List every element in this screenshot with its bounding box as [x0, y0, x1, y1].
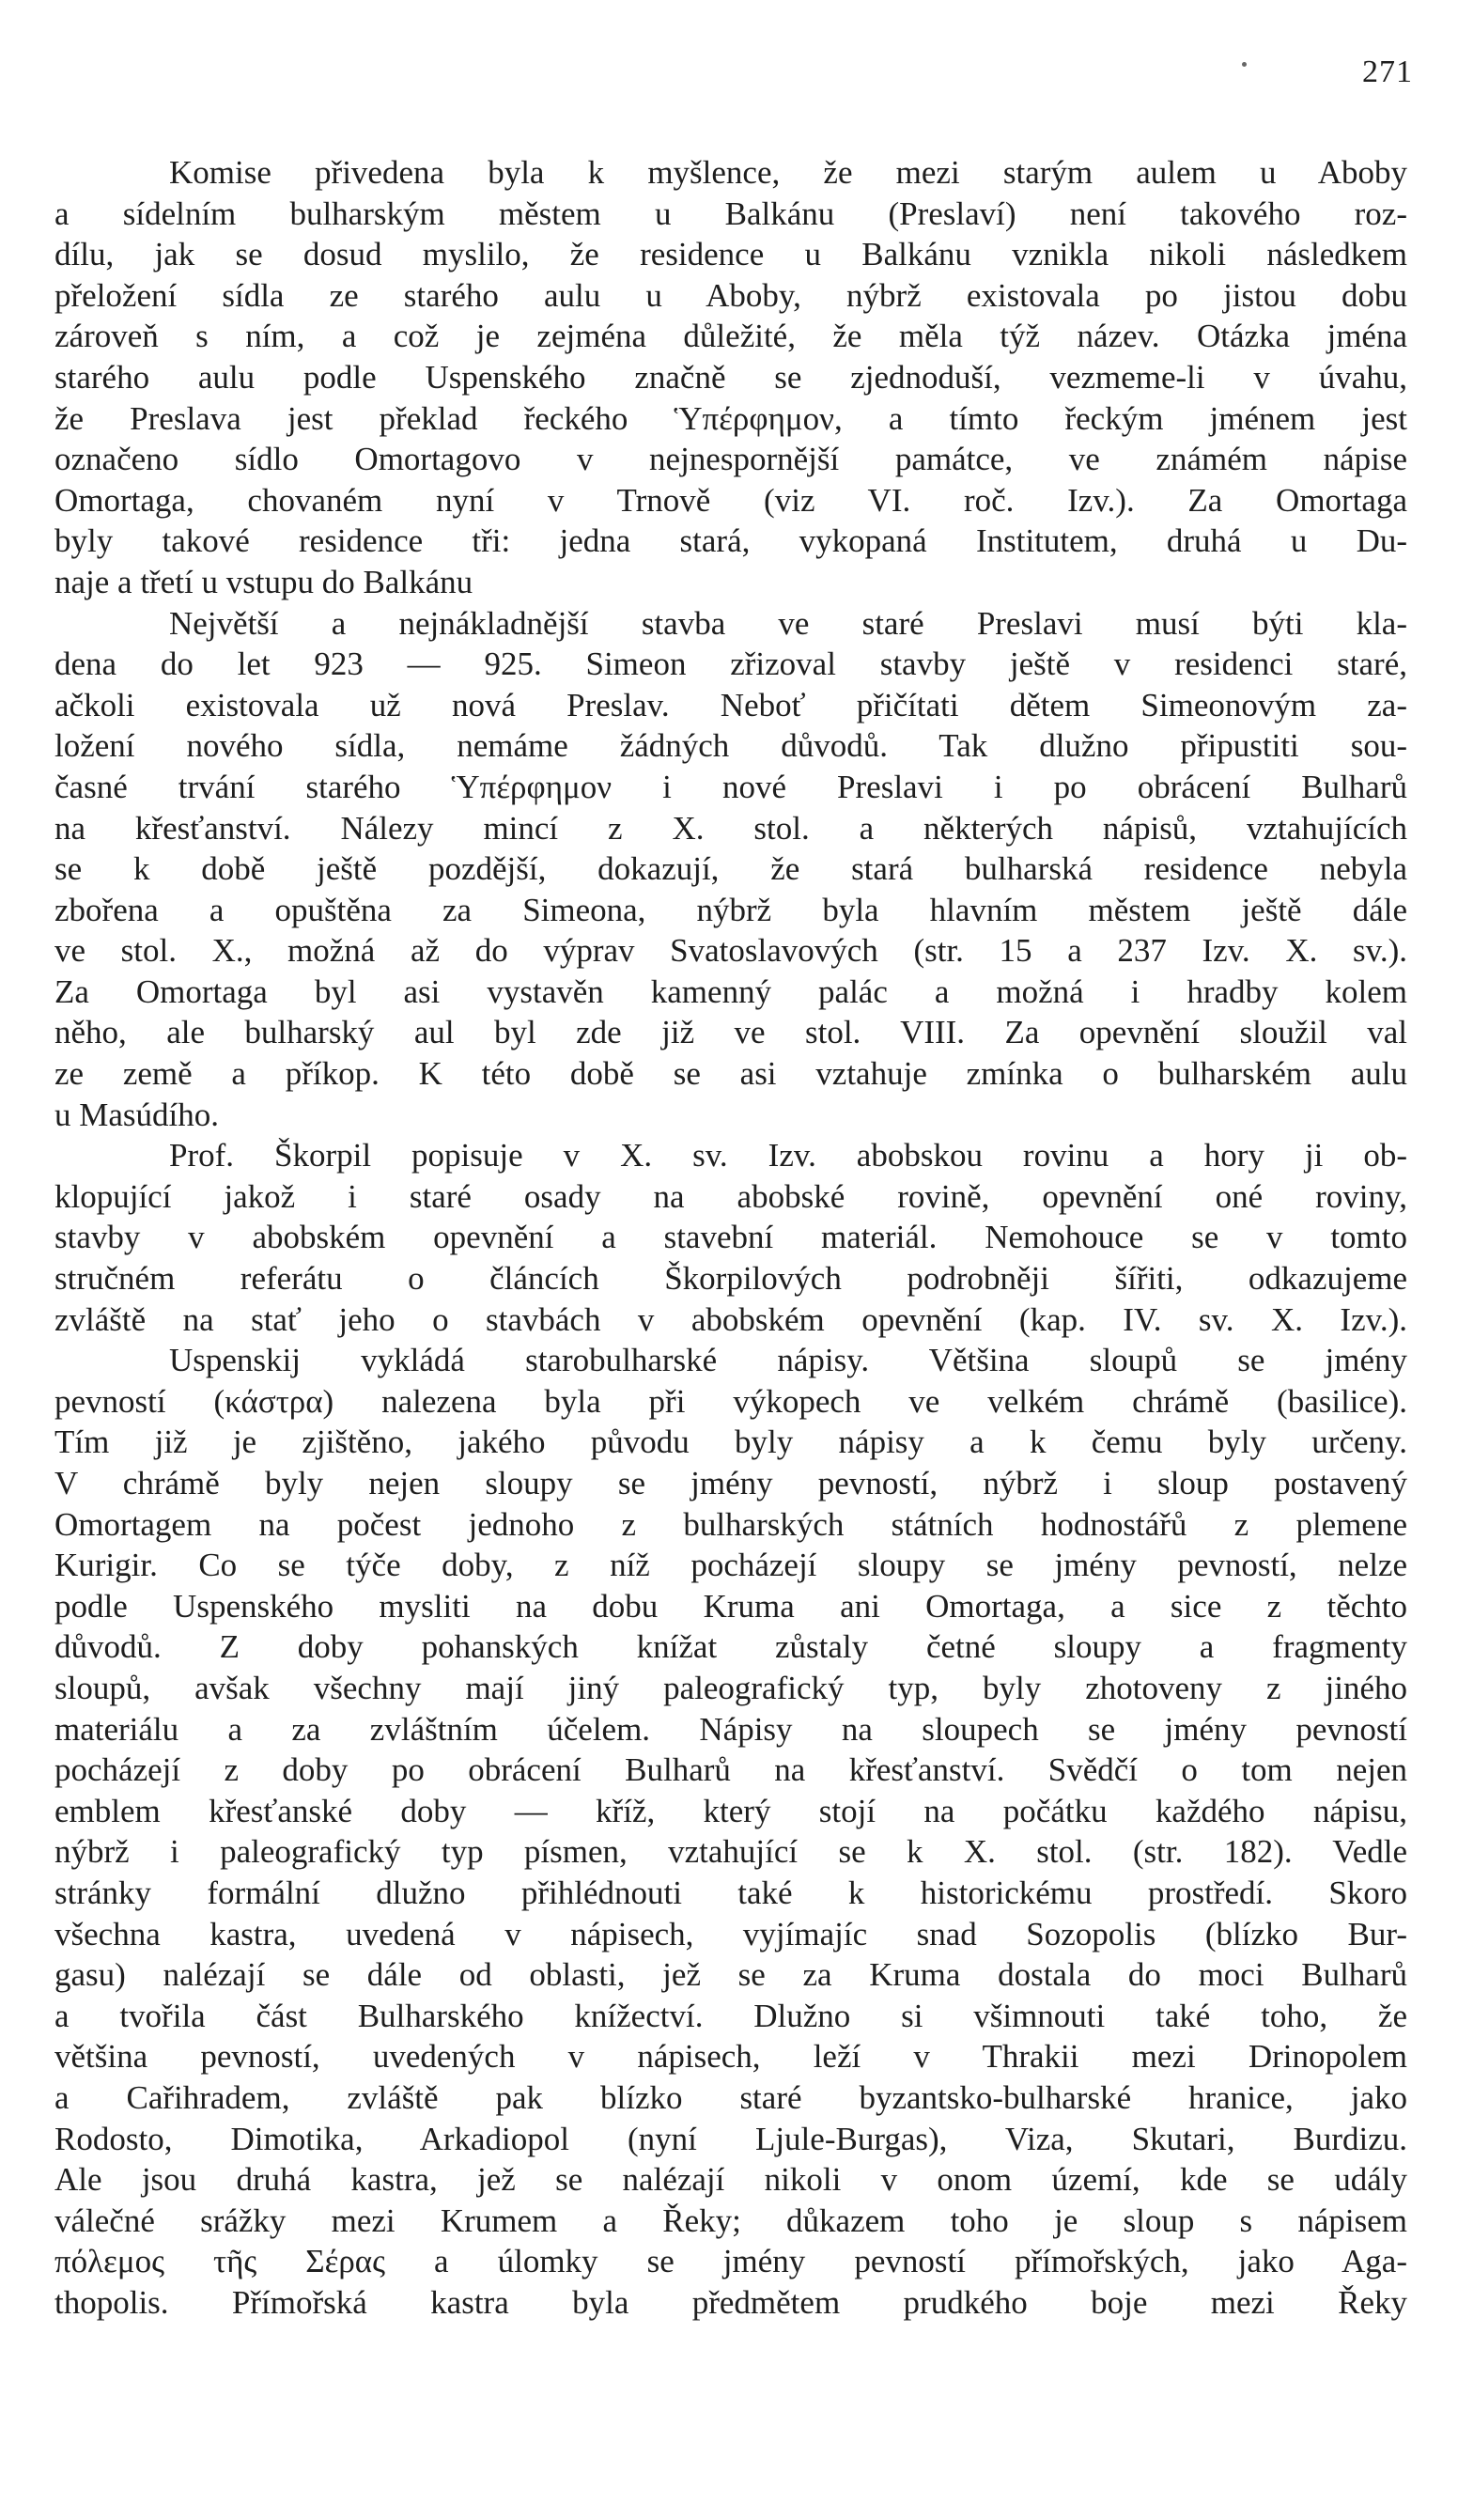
text-line: všechna kastra, uvedená v nápisech, vyjímajíc snad Sozopolis (blízko Bur-	[54, 1915, 1407, 1952]
page-number: 271	[1362, 54, 1413, 89]
text-line: πόλεμος τῆς Σέρας a úlomky se jmény pevností přímořských, jako Aga-	[54, 2243, 1407, 2280]
text-line: Uspenskij vykládá starobulharské nápisy. Většina sloupů se jmény	[169, 1342, 1407, 1379]
text-line: ve stol. X., možná až do výprav Svatoslavových (str. 15 a 237 Izv. X. sv.).	[54, 932, 1407, 970]
text-line: Tím již je zjištěno, jakého původu byly nápisy a k čemu byly určeny.	[54, 1423, 1407, 1461]
text-line: dena do let 923 — 925. Simeon zřizoval stavby ještě v residenci staré,	[54, 646, 1407, 683]
text-line: Omortagem na počest jednoho z bulharských státních hodnostářů z plemene	[54, 1505, 1407, 1543]
text-line: stránky formální dlužno přihlédnouti také k historickému prostředí. Skoro	[54, 1874, 1407, 1911]
text-line: nýbrž i paleografický typ písmen, vztahující se k X. stol. (str. 182). Vedle	[54, 1833, 1407, 1871]
text-line: Ale jsou druhá kastra, jež se nalézají nikoli v onom území, kde se udály	[54, 2161, 1407, 2199]
text-line: většina pevností, uvedených v nápisech, leží v Thrakii mezi Drinopolem	[54, 2038, 1407, 2076]
text-line: důvodů. Z doby pohanských knížat zůstaly četné sloupy a fragmenty	[54, 1628, 1407, 1666]
text-line: se k době ještě pozdější, dokazují, že stará bulharská residence nebyla	[54, 850, 1407, 888]
text-line: zároveň s ním, a což je zejména důležité, že měla týž název. Otázka jména	[54, 318, 1407, 355]
text-line: podle Uspenského mysliti na dobu Kruma ani Omortaga, a sice z těchto	[54, 1587, 1407, 1625]
text-line: označeno sídlo Omortagovo v nejnespornější památce, ve známém nápise	[54, 441, 1407, 478]
text-line: byly takové residence tři: jedna stará, vykopaná Institutem, druhá u Du-	[54, 522, 1407, 560]
text-line: u Masúdího.	[54, 1096, 219, 1133]
body-text	[54, 152, 1407, 2323]
text-line: Za Omortaga byl asi vystavěn kamenný palác a možná i hradby kolem	[54, 972, 1407, 1010]
text-line: Kurigir. Co se týče doby, z níž pocházejí sloupy se jmény pevností, nelze	[54, 1547, 1407, 1584]
text-line: gasu) nalézají se dále od oblasti, jež se za Kruma dostala do moci Bulharů	[54, 1956, 1407, 1994]
text-line: Rodosto, Dimotika, Arkadiopol (nyní Ljule-Burgas), Viza, Skutari, Burdizu.	[54, 2120, 1407, 2157]
text-line: klopující jakož i staré osady na abobské rovině, opevnění oné roviny,	[54, 1177, 1407, 1215]
text-line: Komise přivedena byla k myšlence, že mezi starým aulem u Aboby	[169, 154, 1407, 191]
text-line: emblem křesťanské doby — kříž, který stojí na počátku každého nápisu,	[54, 1792, 1407, 1829]
text-line: zbořena a opuštěna za Simeona, nýbrž byla hlavním městem ještě dále	[54, 891, 1407, 928]
text-line: něho, ale bulharský aul byl zde již ve stol. VIII. Za opevnění sloužil val	[54, 1014, 1407, 1051]
text-line: starého aulu podle Uspenského značně se zjednoduší, vezmeme-li v úvahu,	[54, 358, 1407, 396]
scan-speck	[1242, 62, 1247, 67]
text-line: thopolis. Přímořská kastra byla předmětem prudkého boje mezi Řeky	[54, 2283, 1407, 2321]
text-line: přeložení sídla ze starého aulu u Aboby, nýbrž existovala po jistou dobu	[54, 276, 1407, 314]
text-line: a Cařihradem, zvláště pak blízko staré byzantsko-bulharské hranice, jako	[54, 2078, 1407, 2116]
text-line: ložení nového sídla, nemáme žádných důvodů. Tak dlužno připustiti sou-	[54, 727, 1407, 765]
text-line: ačkoli existovala už nová Preslav. Neboť přičítati dětem Simeonovým za-	[54, 686, 1407, 723]
text-line: naje a třetí u vstupu do Balkánu	[54, 563, 473, 600]
text-line: válečné srážky mezi Krumem a Řeky; důkazem toho je sloup s nápisem	[54, 2201, 1407, 2239]
text-line: a tvořila část Bulharského knížectví. Dlužno si všimnouti také toho, že	[54, 1997, 1407, 2034]
text-line: časné trvání starého Ὑπέρφημον i nové Preslavi i po obrácení Bulharů	[54, 768, 1407, 805]
text-line: Prof. Škorpil popisuje v X. sv. Izv. abobskou rovinu a hory ji ob-	[169, 1137, 1407, 1174]
text-line: Omortaga, chovaném nyní v Trnově (viz VI. roč. Izv.). Za Omortaga	[54, 481, 1407, 519]
text-line: a sídelním bulharským městem u Balkánu (Preslaví) není takového roz-	[54, 194, 1407, 232]
text-line: stavby v abobském opevnění a stavební materiál. Nemohouce se v tomto	[54, 1219, 1407, 1256]
text-line: že Preslava jest překlad řeckého Ὑπέρφημον, a tímto řeckým jménem jest	[54, 399, 1407, 437]
text-line: stručném referátu o článcích Škorpilových podrobněji šířiti, odkazujeme	[54, 1260, 1407, 1298]
text-line: V chrámě byly nejen sloupy se jmény pevností, nýbrž i sloup postavený	[54, 1465, 1407, 1501]
text-line: pevností (κάστρα) nalezena byla při výkopech ve velkém chrámě (basilice).	[54, 1382, 1407, 1420]
text-line: ze země a příkop. K této době se asi vztahuje zmínka o bulharském aulu	[54, 1055, 1407, 1093]
text-line: sloupů, avšak všechny mají jiný paleografický typ, byly zhotoveny z jiného	[54, 1669, 1407, 1706]
text-line: materiálu a za zvláštním účelem. Nápisy na sloupech se jmény pevností	[54, 1710, 1407, 1748]
text-line: dílu, jak se dosud myslilo, že residence u Balkánu vznikla nikoli následkem	[54, 236, 1407, 273]
text-line: Největší a nejnákladnější stavba ve staré Preslavi musí býti kla-	[169, 604, 1407, 642]
text-line: zvláště na stať jeho o stavbách v abobském opevnění (kap. IV. sv. X. Izv.).	[54, 1300, 1407, 1338]
text-line: pocházejí z doby po obrácení Bulharů na křesťanství. Svědčí o tom nejen	[54, 1751, 1407, 1789]
text-line: na křesťanství. Nálezy mincí z X. stol. a některých nápisů, vztahujících	[54, 809, 1407, 847]
